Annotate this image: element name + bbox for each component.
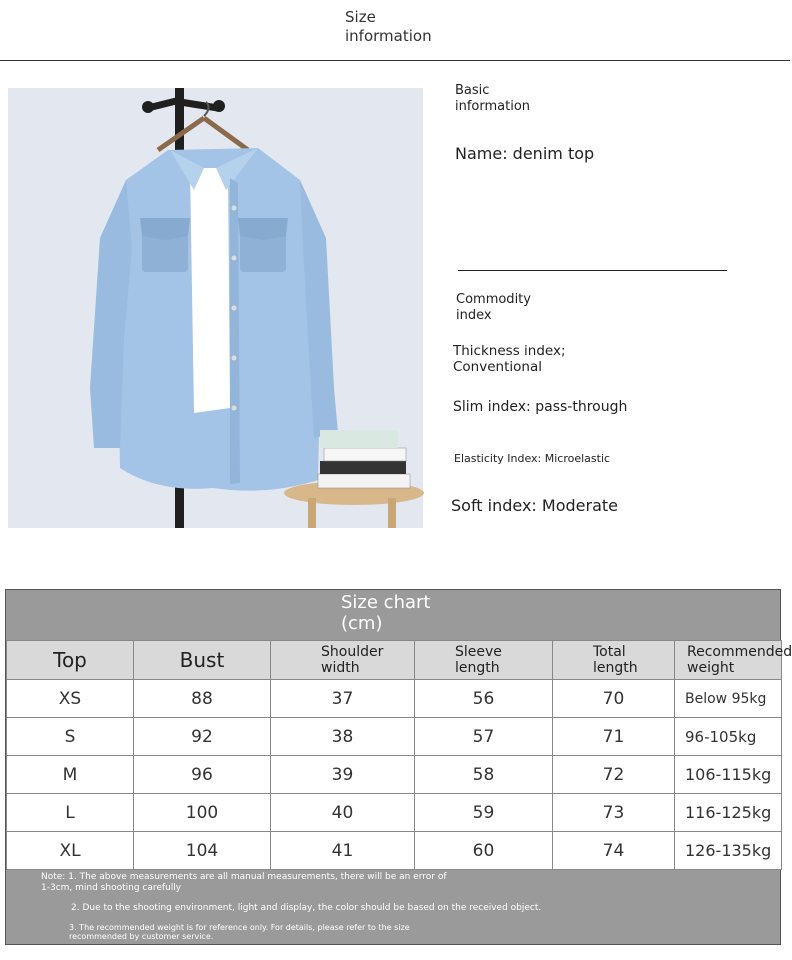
cell-size: L bbox=[7, 794, 134, 832]
page-title: Size information bbox=[345, 8, 432, 45]
header-total-length: Total length bbox=[553, 641, 675, 680]
table-row bbox=[7, 718, 782, 756]
cell-length: 72 bbox=[553, 756, 675, 794]
cell-shoulder: 37 bbox=[271, 680, 415, 718]
soft-index: Soft index: Moderate bbox=[451, 496, 618, 515]
cell-sleeve: 60 bbox=[415, 832, 553, 870]
product-name: Name: denim top bbox=[455, 144, 595, 163]
size-table bbox=[6, 640, 792, 870]
cell-size: XL bbox=[7, 832, 134, 870]
table-row bbox=[7, 756, 782, 794]
table-header-row bbox=[7, 641, 782, 680]
product-photo bbox=[8, 88, 423, 528]
cell-length: 74 bbox=[553, 832, 675, 870]
slim-index: Slim index: pass-through bbox=[453, 399, 628, 415]
table-row bbox=[7, 794, 782, 832]
header-top: Top bbox=[7, 641, 134, 680]
denim-shirt-illustration bbox=[8, 88, 423, 528]
cell-bust: 104 bbox=[134, 832, 271, 870]
size-chart-title: Size chart (cm) bbox=[341, 592, 431, 634]
cell-size: M bbox=[7, 756, 134, 794]
header-shoulder-width: Shoulder width bbox=[271, 641, 415, 680]
cell-sleeve: 59 bbox=[415, 794, 553, 832]
cell-shoulder: 40 bbox=[271, 794, 415, 832]
cell-weight: Below 95kg bbox=[675, 680, 782, 718]
thickness-index: Thickness index; Conventional bbox=[453, 343, 566, 375]
table-row bbox=[7, 832, 782, 870]
cell-sleeve: 58 bbox=[415, 756, 553, 794]
cell-shoulder: 41 bbox=[271, 832, 415, 870]
cell-bust: 92 bbox=[134, 718, 271, 756]
table-row bbox=[7, 680, 782, 718]
note-measurement: Note: 1. The above measurements are all manual measurements, there will be an error of 1-3cm, mind shooting carefully bbox=[41, 872, 447, 893]
header-recommended-weight: Recommended weight bbox=[675, 641, 782, 680]
basic-info-heading: Basic information bbox=[455, 83, 531, 114]
cell-length: 70 bbox=[553, 680, 675, 718]
cell-shoulder: 38 bbox=[271, 718, 415, 756]
commodity-index-heading: Commodity index bbox=[456, 292, 531, 323]
cell-bust: 96 bbox=[134, 756, 271, 794]
info-divider bbox=[458, 270, 727, 271]
size-chart-title-bar bbox=[6, 590, 782, 640]
header-bust: Bust bbox=[134, 641, 271, 680]
cell-weight: 106-115kg bbox=[675, 756, 782, 794]
cell-size: S bbox=[7, 718, 134, 756]
cell-bust: 100 bbox=[134, 794, 271, 832]
cell-length: 73 bbox=[553, 794, 675, 832]
header-sleeve-length: Sleeve length bbox=[415, 641, 553, 680]
cell-size: XS bbox=[7, 680, 134, 718]
cell-length: 71 bbox=[553, 718, 675, 756]
header-divider bbox=[0, 60, 790, 61]
cell-sleeve: 57 bbox=[415, 718, 553, 756]
size-chart-panel bbox=[5, 589, 792, 945]
cell-sleeve: 56 bbox=[415, 680, 553, 718]
elasticity-index: Elasticity Index: Microelastic bbox=[454, 452, 611, 465]
note-weight: 3. The recommended weight is for reference only. For details, please refer to the size recommended by customer service. bbox=[69, 923, 410, 941]
cell-shoulder: 39 bbox=[271, 756, 415, 794]
cell-weight: 96-105kg bbox=[675, 718, 782, 756]
cell-bust: 88 bbox=[134, 680, 271, 718]
cell-weight: 116-125kg bbox=[675, 794, 782, 832]
cell-weight: 126-135kg bbox=[675, 832, 782, 870]
note-color: 2. Due to the shooting environment, light and display, the color should be based on the received object. bbox=[71, 903, 542, 913]
